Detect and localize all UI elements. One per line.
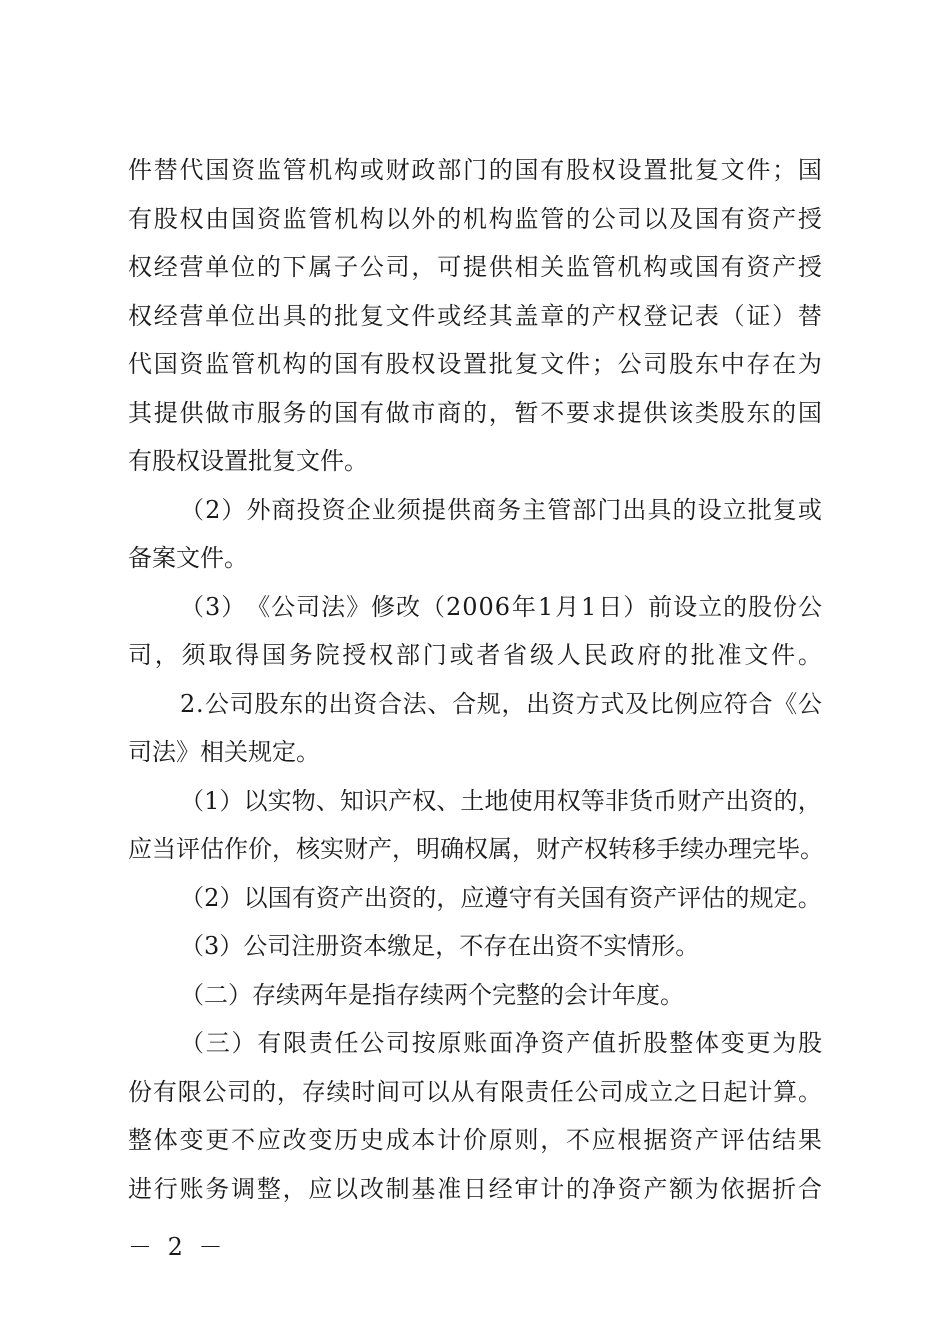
text-line-3: 权 经 营 单 位 的 下 属 子 公 司 ， 可 提 供 相 关 监 管 机 构 或 国 有 资 产 授 bbox=[128, 253, 822, 281]
text-line-5: 代 国 资 监 管 机 构 的 国 有 股 权 设 置 批 复 文 件 ； 公 司 股 东 中 存 在 为 bbox=[128, 350, 822, 378]
text-line-21: 整 体 变 更 不 应 改 变 历 史 成 本 计 价 原 则 ， 不 应 根 据 资 产 评 估 结 果 bbox=[128, 1126, 822, 1154]
text-line-13: 司法》相关规定。 bbox=[128, 738, 320, 766]
text-line-6: 其 提 供 做 市 服 务 的 国 有 做 市 商 的 ， 暂 不 要 求 提 供 该 类 股 东 的 国 bbox=[128, 398, 822, 427]
text-line-22: 进 行 账 务 调 整 ， 应 以 改 制 基 准 日 经 审 计 的 净 资 产 额 为 依 据 折 合 bbox=[128, 1174, 822, 1203]
text-line-2: 有 股 权 由 国 资 监 管 机 构 以 外 的 机 构 监 管 的 公 司 以 及 国 有 资 产 授 bbox=[128, 204, 822, 233]
text-line-15: 应 当 评 估 作 价 ， 核 实 财 产 ， 明 确 权 属 ， 财 产 权 转 移 手 续 办 理 完 毕 。 bbox=[128, 835, 824, 863]
page-number: － 2 － bbox=[128, 1233, 227, 1261]
text-line-10: （ 3 ） 《 公 司 法 》 修 改 （ 2 0 0 6 年 1 月 1 日 ） 前 设 立 的 股 份 公 bbox=[180, 592, 822, 621]
body-text bbox=[128, 146, 822, 1213]
text-line-4: 权 经 营 单 位 出 具 的 批 复 文 件 或 经 其 盖 章 的 产 权 登 记 表 （ 证 ） 替 bbox=[128, 301, 822, 330]
text-line-16: （ 2 ） 以 国 有 资 产 出 资 的 ， 应 遵 守 有 关 国 有 资 产 评 估 的 规 定 。 bbox=[180, 883, 822, 912]
text-line-18: （二）存续两年是指存续两个完整的会计年度。 bbox=[180, 980, 684, 1009]
text-line-17: （3）公司注册资本缴足，不存在出资不实情形。 bbox=[180, 932, 700, 960]
text-line-11: 司 ， 须 取 得 国 务 院 授 权 部 门 或 者 省 级 人 民 政 府 的 批 准 文 件 。 bbox=[128, 641, 822, 669]
text-line-19: （ 三 ） 有 限 责 任 公 司 按 原 账 面 净 资 产 值 折 股 整 体 变 更 为 股 bbox=[180, 1029, 822, 1057]
text-line-7: 有股权设置批复文件。 bbox=[128, 447, 368, 475]
text-line-1: 件 替 代 国 资 监 管 机 构 或 财 政 部 门 的 国 有 股 权 设 置 批 复 文 件 ； 国 bbox=[128, 156, 822, 184]
text-line-14: （ 1 ） 以 实 物 、 知 识 产 权 、 土 地 使 用 权 等 非 货 币 财 产 出 资 的 ， bbox=[180, 786, 822, 815]
text-line-8: （ 2 ） 外 商 投 资 企 业 须 提 供 商 务 主 管 部 门 出 具 的 设 立 批 复 或 bbox=[180, 495, 822, 524]
text-line-12: 2 . 公 司 股 东 的 出 资 合 法 、 合 规 ， 出 资 方 式 及 比 例 应 符 合 《 公 bbox=[180, 689, 822, 718]
text-line-20: 份 有 限 公 司 的 ， 存 续 时 间 可 以 从 有 限 责 任 公 司 成 立 之 日 起 计 算 。 bbox=[128, 1077, 822, 1106]
text-line-9: 备案文件。 bbox=[128, 544, 248, 572]
